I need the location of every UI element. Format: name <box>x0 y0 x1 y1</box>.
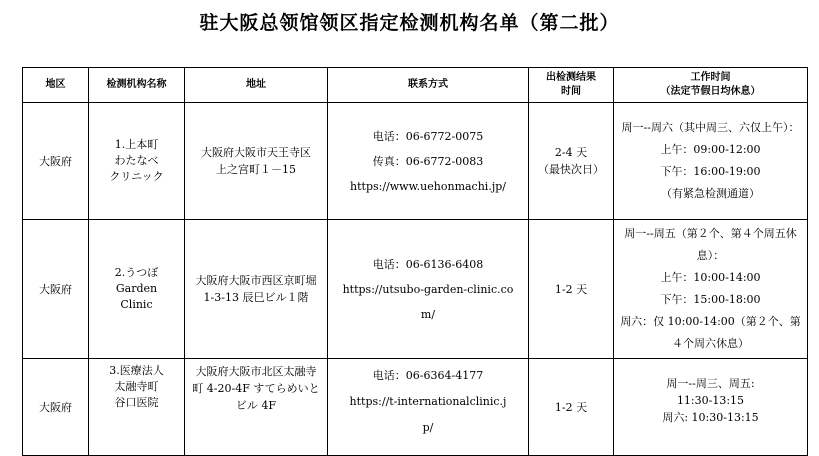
header-hours: 工作时间 （法定节假日均休息） <box>614 68 808 103</box>
website-link[interactable]: https://utsubo-garden-clinic.co <box>342 282 514 296</box>
cell-hours: 周一--周六（其中周三、六仅上午）： 上午：09:00-12:00 下午：16:00-19:00 （有紧急检测通道） <box>614 103 808 220</box>
institution-table <box>22 67 808 456</box>
header-result-time: 出检测结果 时间 <box>529 68 614 103</box>
cell-institution: 2.うつぼ Garden Clinic <box>89 220 185 359</box>
cell-address: 大阪府大阪市天王寺区 上之宫町１－15 <box>185 103 328 220</box>
table-row <box>23 359 808 456</box>
table-row <box>23 220 808 359</box>
table-header-row <box>23 68 808 103</box>
cell-result-time: 1-2 天 <box>529 220 614 359</box>
cell-contact <box>328 103 529 220</box>
header-institution: 检测机构名称 <box>89 68 185 103</box>
cell-address: 大阪府大阪市西区京町堀 1-3-13 辰巳ビル１階 <box>185 220 328 359</box>
cell-region: 大阪府 <box>23 103 89 220</box>
cell-contact <box>328 359 529 456</box>
cell-region: 大阪府 <box>23 359 89 456</box>
phone-number: 电话：06-6136-6408 <box>372 257 484 271</box>
header-address: 地址 <box>185 68 328 103</box>
cell-institution: 1.上本町 わたなべ クリニック <box>89 103 185 220</box>
cell-hours: 周一--周五（第２个、第４个周五休息）： 上午：10:00-14:00 下午：15:00-18:00 周六：仅 10:00-14:00（第２个、第４个周六休息） <box>614 220 808 359</box>
website-link[interactable]: https://www.uehonmachi.jp/ <box>350 179 506 193</box>
cell-address: 大阪府大阪市北区太融寺 町 4-20-4F すてらめいと ビル 4F <box>185 359 328 456</box>
header-region: 地区 <box>23 68 89 103</box>
cell-result-time: 2-4 天 （最快次日） <box>529 103 614 220</box>
document-title: 驻大阪总领馆领区指定检测机构名单（第二批） <box>199 12 620 34</box>
website-link-cont[interactable]: m/ <box>420 307 436 321</box>
fax-number: 传真：06-6772-0083 <box>372 154 484 168</box>
header-contact: 联系方式 <box>328 68 529 103</box>
cell-result-time: 1-2 天 <box>529 359 614 456</box>
cell-region: 大阪府 <box>23 220 89 359</box>
table-row <box>23 103 808 220</box>
cell-hours: 周一--周三、周五: 11:30-13:15 周六: 10:30-13:15 <box>614 359 808 456</box>
phone-number: 电话：06-6364-4177 <box>372 369 484 382</box>
phone-number: 电话：06-6772-0075 <box>372 129 484 143</box>
cell-institution: 3.医療法人 太融寺町 谷口医院 <box>89 359 185 456</box>
website-link-cont[interactable]: p/ <box>422 421 434 434</box>
cell-contact <box>328 220 529 359</box>
website-link[interactable]: https://t-internationalclinic.j <box>349 395 507 408</box>
